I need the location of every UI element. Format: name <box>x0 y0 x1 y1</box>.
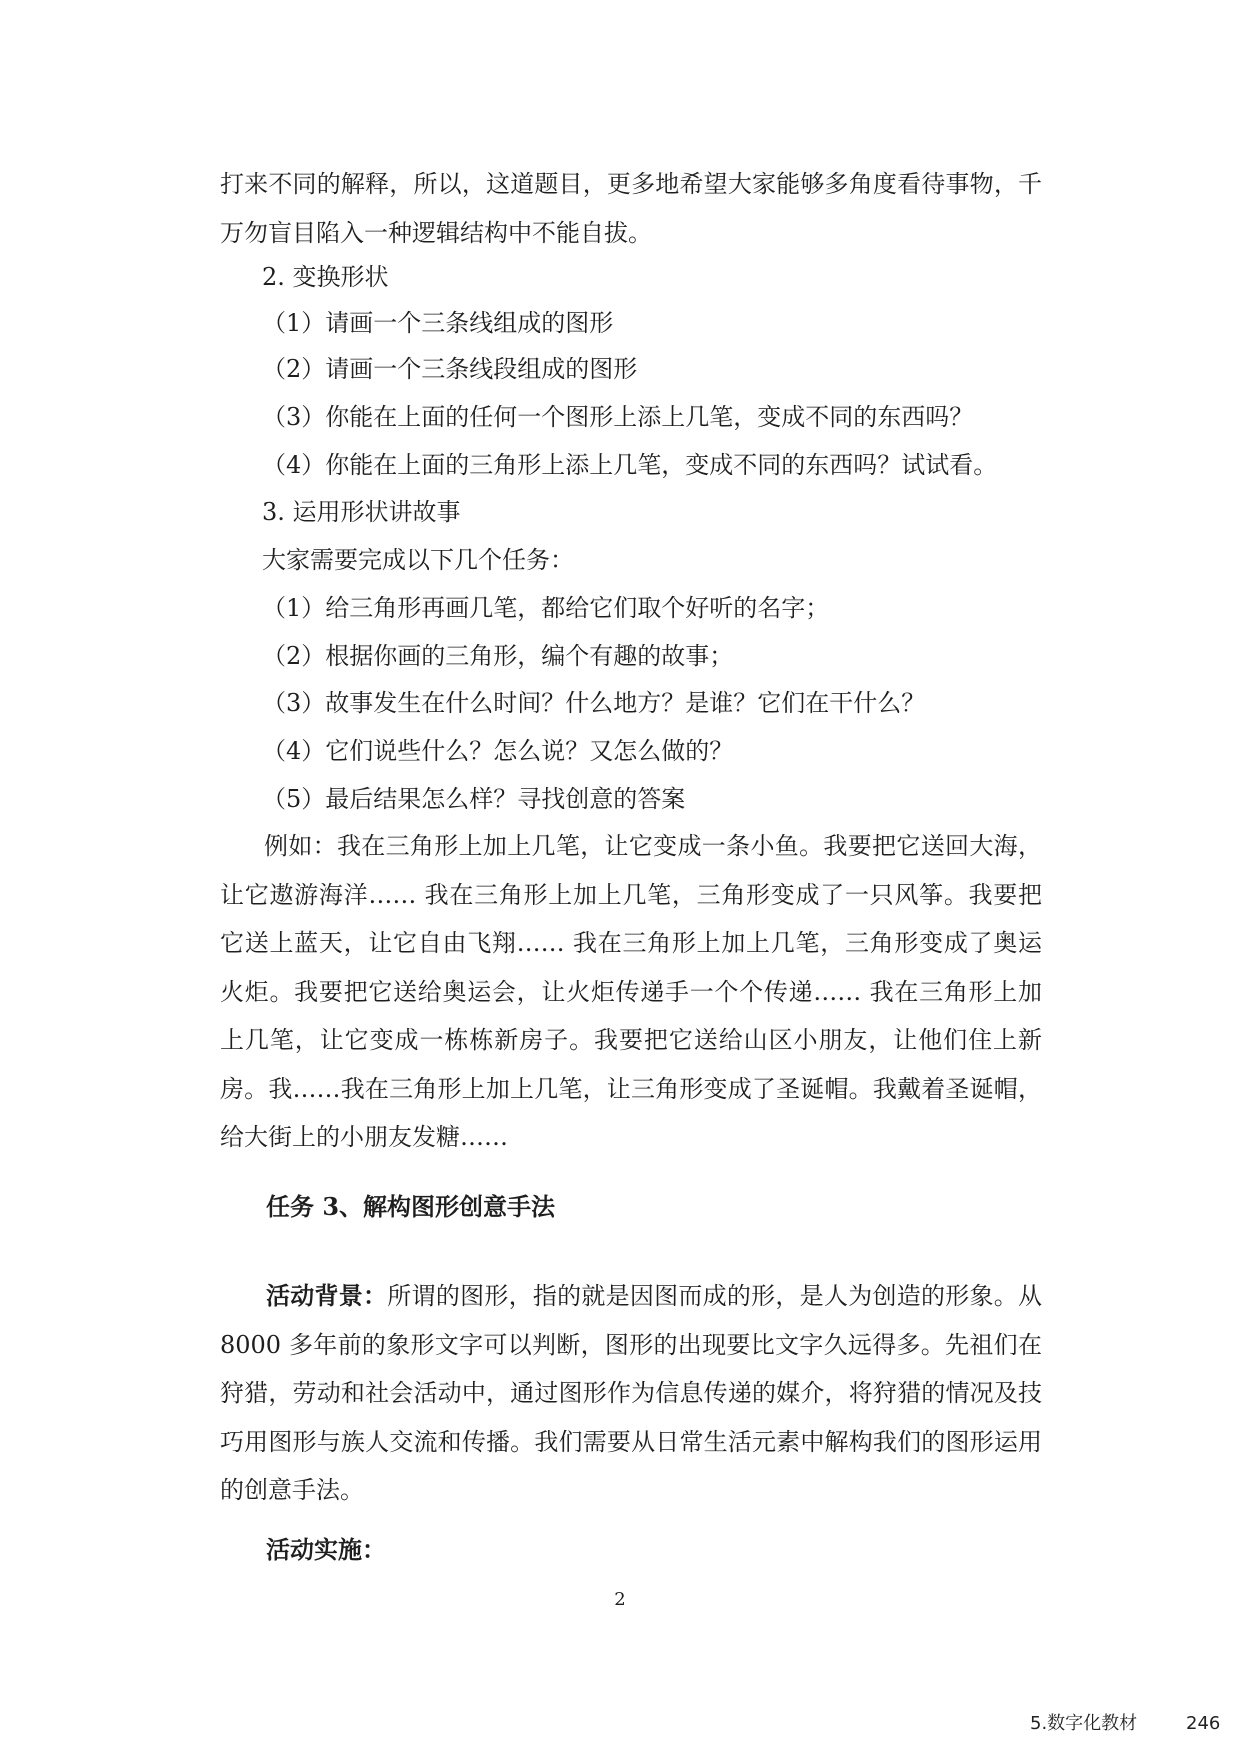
section-3-item-5: （5）最后结果怎么样？寻找创意的答案 <box>262 785 686 813</box>
intro-paragraph: 打来不同的解释，所以，这道题目，更多地希望大家能够多角度看待事物，千万勿盲目陷入一种逻辑结构中不能自拔。 <box>220 170 1042 247</box>
section-3-intro: 大家需要完成以下几个任务： <box>262 546 574 574</box>
implementation-label: 活动实施： <box>266 1535 386 1564</box>
section-2-item-2: （2）请画一个三条线段组成的图形 <box>262 355 638 383</box>
footer-section-label: 5.数字化教材 <box>1030 1713 1138 1734</box>
section-2-item-1: （1）请画一个三条线组成的图形 <box>262 309 614 337</box>
section-3-heading: 3. 运用形状讲故事 <box>262 498 461 526</box>
section-2-item-4: （4）你能在上面的三角形上添上几笔，变成不同的东西吗？试试看。 <box>262 451 998 479</box>
example-paragraph: 例如：我在三角形上加上几笔，让它变成一条小鱼。我要把它送回大海，让它遨游海洋…… 我在三角形上加上几笔，三角形变成了一只风筝。我要把它送上蓝天，让它自由飞翔…… 我在三角形上加上几笔，三角形变成了奥运火炬。我要把它送给奥运会，让火炬传递手一个个传递…… 我在三角形上加上几笔，让它变成一栋栋新房子。我要把它送给山区小朋友，让他们住上新房。我……我在三角形上加上几笔，让三角形变成了圣诞帽。我戴着圣诞帽，给大街上的小朋友发糖…… <box>220 832 1042 1151</box>
background-text: 所谓的图形，指的就是因图而成的形，是人为创造的形象。从 8000 多年前的象形文字可以判断，图形的出现要比文字久远得多。先祖们在狩猎，劳动和社会活动中，通过图形作为信息传递的媒介，将狩猎的情况及技巧用图形与族人交流和传播。我们需要从日常生活元素中解构我们的图形运用的创意手法。 <box>220 1282 1043 1504</box>
section-2-heading: 2. 变换形状 <box>262 263 389 291</box>
section-3-item-1: （1）给三角形再画几笔，都给它们取个好听的名字； <box>262 594 830 622</box>
task-3-heading: 任务 3、解构图形创意手法 <box>266 1192 556 1221</box>
section-3-item-4: （4）它们说些什么？怎么说？又怎么做的？ <box>262 737 734 765</box>
section-3-item-3: （3）故事发生在什么时间？什么地方？是谁？它们在干什么？ <box>262 689 926 717</box>
section-2-item-3: （3）你能在上面的任何一个图形上添上几笔，变成不同的东西吗？ <box>262 403 974 431</box>
section-3-item-2: （2）根据你画的三角形，编个有趣的故事； <box>262 642 734 670</box>
page-number: 2 <box>614 1589 626 1610</box>
background-label: 活动背景： <box>266 1281 388 1310</box>
background-paragraph <box>220 1272 1042 1515</box>
footer-page-number: 246 <box>1186 1713 1221 1734</box>
